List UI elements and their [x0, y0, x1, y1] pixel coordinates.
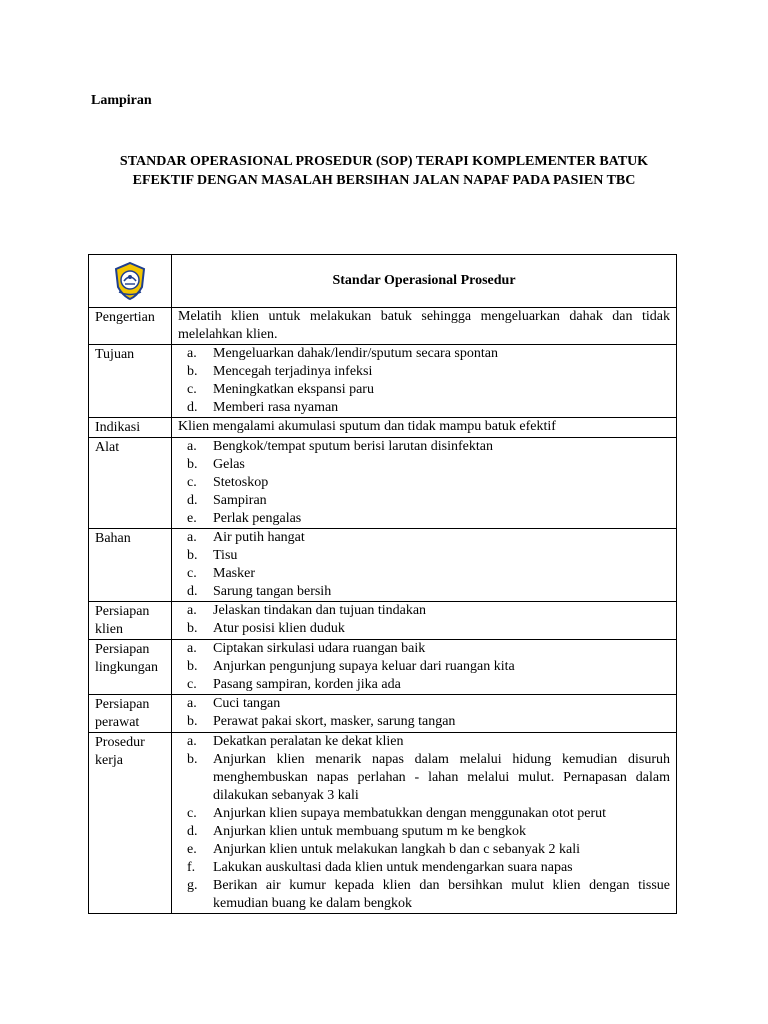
list-marker: c. [187, 677, 197, 692]
row-label: Indikasi [95, 420, 141, 435]
list-marker: d. [187, 493, 198, 508]
list-item [178, 547, 670, 565]
list-item-text: Pasang sampiran, korden jika ada [213, 677, 401, 692]
row-content-cell [172, 640, 677, 695]
list-item-text: Memberi rasa nyaman [213, 400, 339, 415]
list-item [178, 823, 670, 841]
list-item [178, 399, 670, 417]
list-marker: d. [187, 824, 198, 839]
list-item-text: Cuci tangan [213, 696, 281, 711]
row-label: Bahan [95, 531, 131, 546]
list-item-text: Jelaskan tindakan dan tujuan tindakan [213, 603, 427, 618]
list-item-text: Perlak pengalas [213, 511, 302, 526]
row-text: Melatih klien untuk melakukan batuk sehingga mengeluarkan dahak dan tidak melelahkan klien. [178, 309, 670, 342]
list-item [178, 474, 670, 492]
list-marker: b. [187, 364, 198, 379]
list-item [178, 733, 670, 751]
list-item [178, 676, 670, 694]
list-marker: f. [187, 860, 196, 875]
table-row [89, 529, 677, 602]
row-label-cell [89, 602, 172, 640]
table-row [89, 345, 677, 418]
list-item-text: Sampiran [213, 493, 267, 508]
row-content-cell [172, 529, 677, 602]
list-marker: a. [187, 734, 197, 749]
list-item-text: Tisu [213, 548, 238, 563]
document-title [60, 152, 708, 190]
row-label-cell [89, 695, 172, 733]
list-item-text: Berikan air kumur kepada klien dan bersihkan mulut klien dengan tissue kemudian buang ke dalam bengkok [213, 878, 670, 911]
list-item-text: Mengeluarkan dahak/lendir/sputum secara spontan [213, 346, 498, 361]
row-label-cell [89, 733, 172, 914]
list-marker: a. [187, 439, 197, 454]
list-item [178, 510, 670, 528]
list-item-text: Perawat pakai skort, masker, sarung tangan [213, 714, 456, 729]
table-row [89, 418, 677, 438]
list-marker: d. [187, 400, 198, 415]
list-marker: b. [187, 714, 198, 729]
list-marker: c. [187, 382, 197, 397]
list-item [178, 345, 670, 363]
list-marker: e. [187, 511, 197, 526]
list-marker: b. [187, 548, 198, 563]
item-list [178, 529, 670, 601]
list-item [178, 363, 670, 381]
sop-table [88, 254, 677, 914]
university-seal-icon [113, 261, 147, 301]
row-content-cell [172, 602, 677, 640]
row-label-cell [89, 438, 172, 529]
row-text: Klien mengalami akumulasi sputum dan tidak mampu batuk efektif [178, 419, 556, 434]
list-marker: d. [187, 584, 198, 599]
list-item [178, 640, 670, 658]
list-item-text: Masker [213, 566, 255, 581]
list-item-text: Lakukan auskultasi dada klien untuk mendengarkan suara napas [213, 860, 573, 875]
list-marker: b. [187, 457, 198, 472]
list-item [178, 713, 670, 731]
table-row [89, 733, 677, 914]
list-item [178, 658, 670, 676]
row-label: Persiapan perawat [95, 697, 150, 730]
list-item [178, 751, 670, 805]
row-label-cell [89, 418, 172, 438]
list-item [178, 529, 670, 547]
list-marker: a. [187, 603, 197, 618]
list-item [178, 859, 670, 877]
row-label-cell [89, 640, 172, 695]
list-item [178, 841, 670, 859]
table-row [89, 602, 677, 640]
item-list [178, 602, 670, 638]
list-item-text: Mencegah terjadinya infeksi [213, 364, 373, 379]
row-content-cell [172, 733, 677, 914]
list-item [178, 805, 670, 823]
item-list [178, 438, 670, 528]
list-item-text: Anjurkan klien supaya membatukkan dengan menggunakan otot perut [213, 806, 607, 821]
list-marker: c. [187, 566, 197, 581]
list-item-text: Anjurkan klien untuk membuang sputum m ke bengkok [213, 824, 527, 839]
list-marker: e. [187, 842, 197, 857]
list-item-text: Stetoskop [213, 475, 269, 490]
list-item-text: Meningkatkan ekspansi paru [213, 382, 374, 397]
list-marker: b. [187, 752, 198, 767]
list-marker: a. [187, 641, 197, 656]
list-marker: a. [187, 696, 197, 711]
row-label: Alat [95, 440, 120, 455]
row-label: Tujuan [95, 347, 135, 362]
list-marker: a. [187, 530, 197, 545]
table-row [89, 695, 677, 733]
list-item-text: Anjurkan pengunjung supaya keluar dari ruangan kita [213, 659, 515, 674]
list-item [178, 492, 670, 510]
table-row [89, 308, 677, 345]
table-row [89, 640, 677, 695]
row-label-cell [89, 529, 172, 602]
row-content-cell [172, 418, 677, 438]
row-content-cell [172, 695, 677, 733]
list-item [178, 620, 670, 638]
row-label-cell [89, 308, 172, 345]
list-marker: b. [187, 659, 198, 674]
row-content-cell [172, 345, 677, 418]
item-list [178, 733, 670, 913]
item-list [178, 695, 670, 731]
list-item-text: Anjurkan klien menarik napas dalam melalui hidung kemudian disuruh menghembuskan napas perlahan - lahan melalui mulut. Pernapasan dalam dilakukan sebanyak 3 kali [213, 752, 670, 803]
table-row [89, 438, 677, 529]
row-content-cell [172, 438, 677, 529]
list-marker: a. [187, 346, 197, 361]
list-item-text: Air putih hangat [213, 530, 305, 545]
title-line-2: EFEKTIF DENGAN MASALAH BERSIHAN JALAN NAPAF PADA PASIEN TBC [132, 173, 636, 188]
page-heading: Lampiran [91, 93, 152, 108]
list-item-text: Bengkok/tempat sputum berisi larutan disinfektan [213, 439, 493, 454]
table-header-row [89, 255, 677, 308]
list-item [178, 565, 670, 583]
list-item [178, 456, 670, 474]
list-item-text: Anjurkan klien untuk melakukan langkah b dan c sebanyak 2 kali [213, 842, 581, 857]
list-item [178, 438, 670, 456]
list-item [178, 583, 670, 601]
row-label: Pengertian [95, 310, 155, 325]
table-header: Standar Operasional Prosedur [172, 255, 677, 308]
row-content-cell [172, 308, 677, 345]
list-item [178, 877, 670, 913]
row-label: Persiapan lingkungan [95, 642, 158, 675]
list-item [178, 695, 670, 713]
list-marker: c. [187, 806, 197, 821]
list-marker: b. [187, 621, 198, 636]
row-label: Prosedur kerja [95, 735, 145, 768]
list-item-text: Dekatkan peralatan ke dekat klien [213, 734, 404, 749]
item-list [178, 345, 670, 417]
list-item-text: Atur posisi klien duduk [213, 621, 345, 636]
row-label-cell [89, 345, 172, 418]
logo-cell [89, 255, 172, 308]
list-item-text: Sarung tangan bersih [213, 584, 332, 599]
row-label: Persiapan klien [95, 604, 150, 637]
title-line-1: STANDAR OPERASIONAL PROSEDUR (SOP) TERAPI KOMPLEMENTER BATUK [119, 154, 649, 169]
item-list [178, 640, 670, 694]
list-marker: g. [187, 878, 198, 893]
list-marker: c. [187, 475, 197, 490]
list-item-text: Gelas [213, 457, 245, 472]
list-item-text: Ciptakan sirkulasi udara ruangan baik [213, 641, 426, 656]
list-item [178, 381, 670, 399]
list-item [178, 602, 670, 620]
